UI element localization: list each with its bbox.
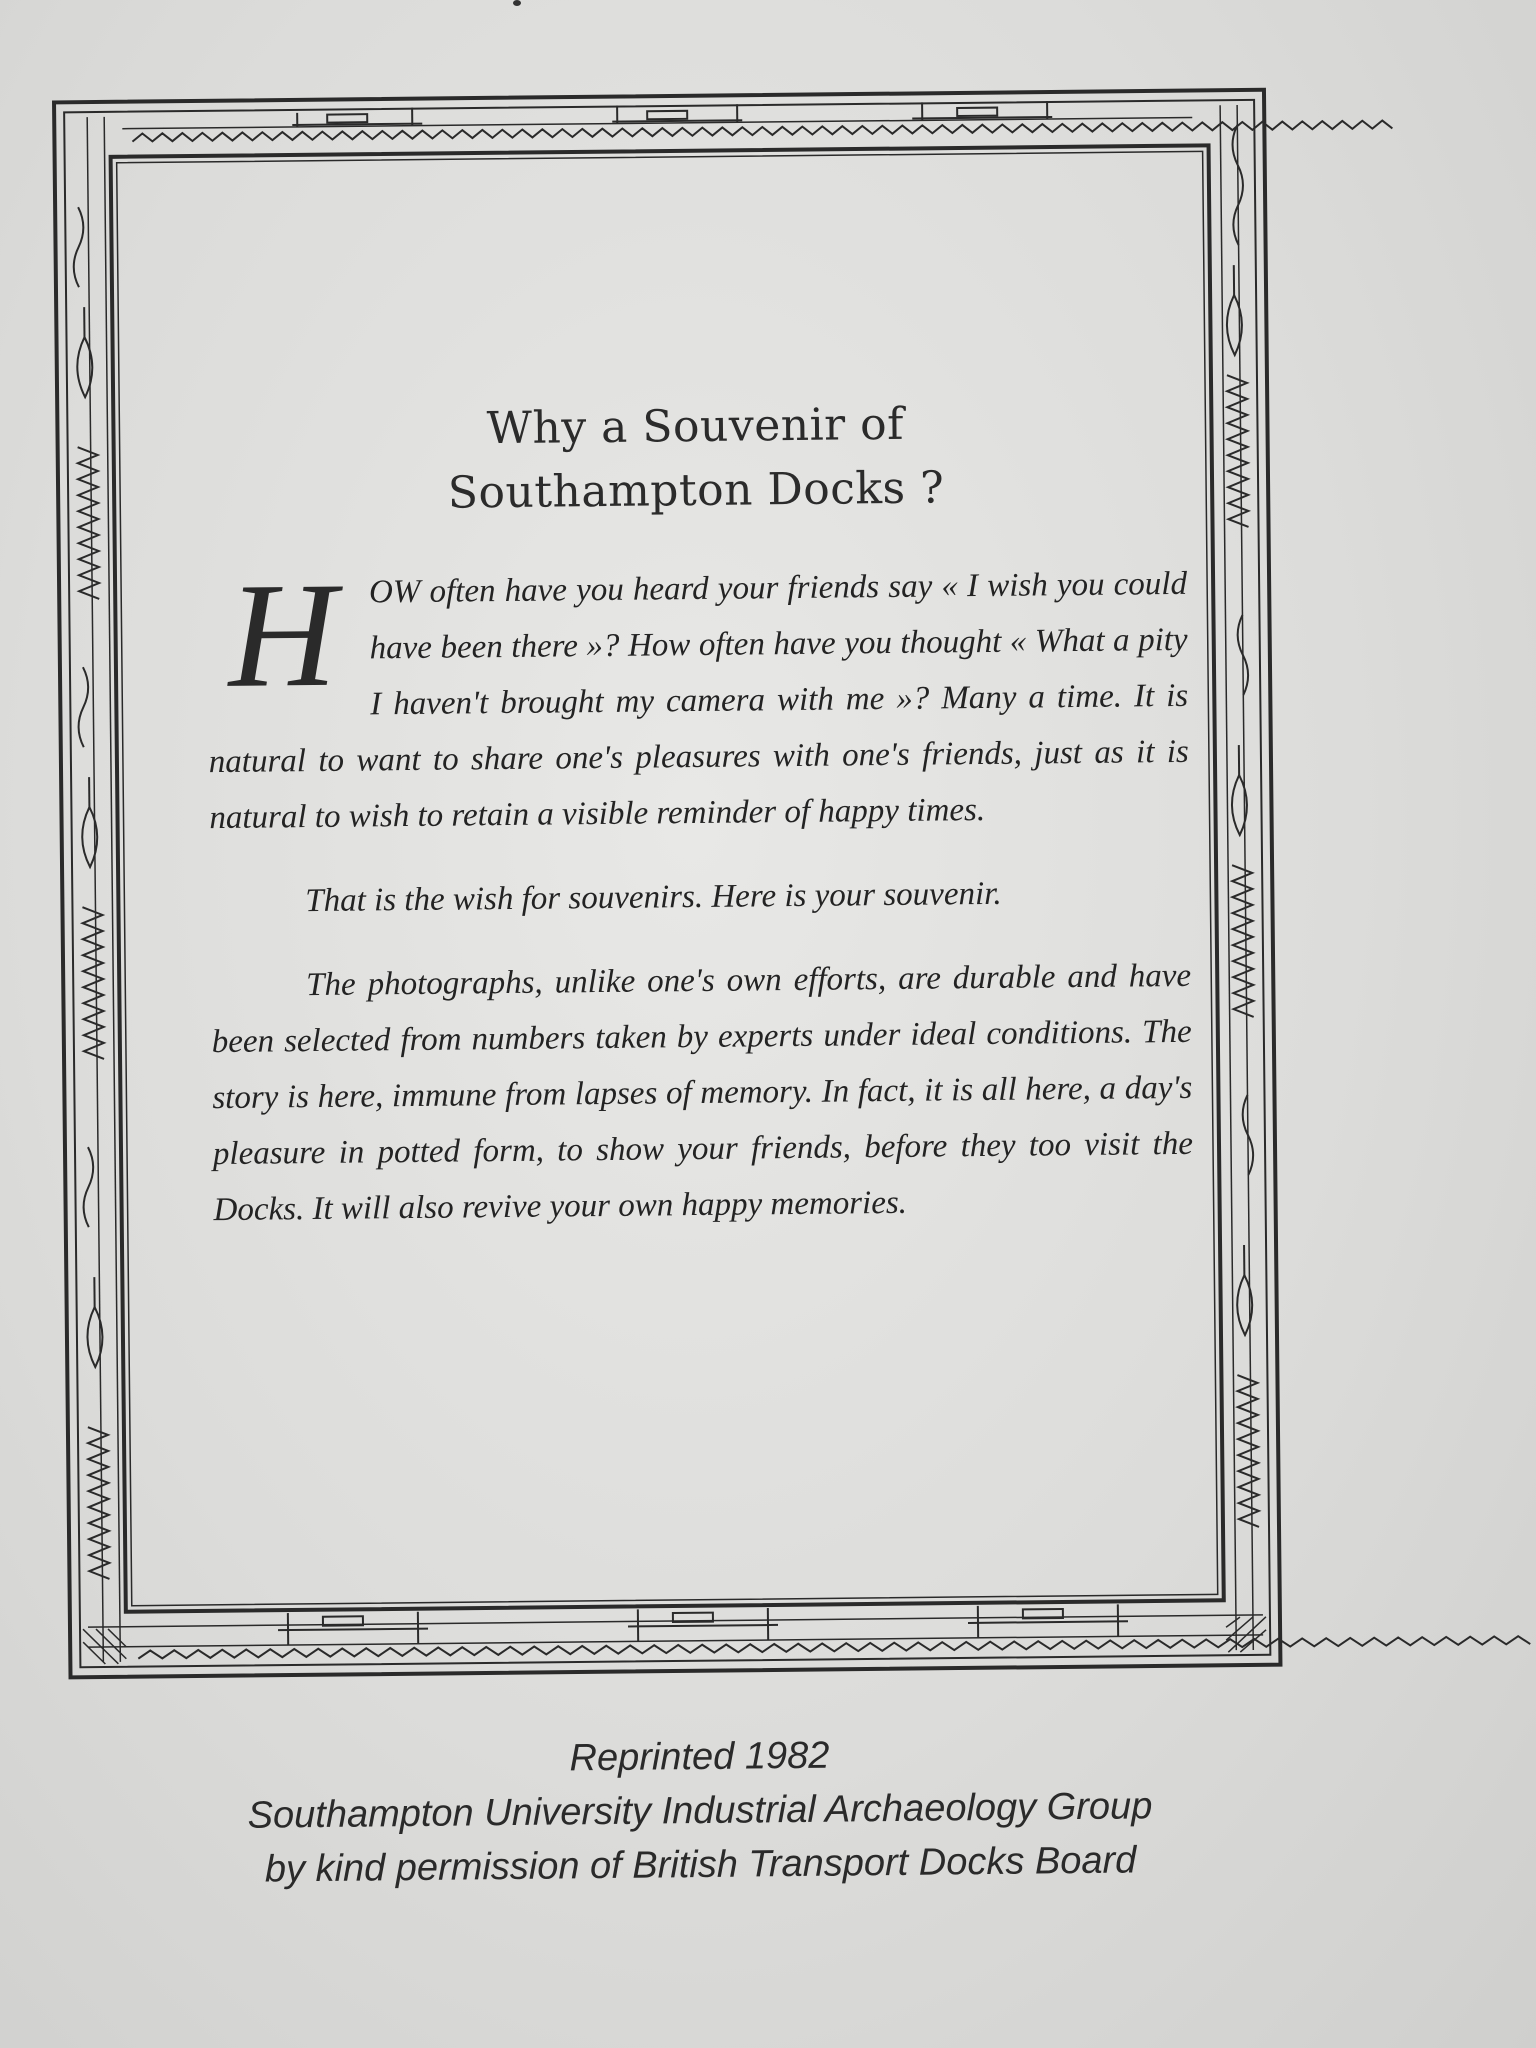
bottom-ship-1 bbox=[278, 1612, 428, 1646]
main-text-area bbox=[205, 390, 1194, 1238]
left-zigzag-1 bbox=[78, 447, 100, 599]
bottom-ship-2 bbox=[628, 1608, 778, 1642]
top-wave-pattern bbox=[132, 120, 1392, 141]
title-line-2: Southampton Docks ? bbox=[447, 462, 945, 519]
right-zigzag-1 bbox=[1227, 375, 1249, 527]
right-ship-1 bbox=[1225, 125, 1245, 355]
drop-cap: H bbox=[227, 551, 338, 719]
right-zigzag-3 bbox=[1237, 1375, 1259, 1527]
footer-credits bbox=[199, 1725, 1201, 1897]
left-zigzag-2 bbox=[82, 907, 104, 1059]
left-zigzag-3 bbox=[88, 1427, 110, 1579]
paragraph-3: The photographs, unlike one's own efforts, are durable and have been selected from numbers taken by experts under ideal conditions. The story is here, immune from lapses of memory. In fact, it is all here, a day's pleasure in potted form, to show your friends, before they too visit the Docks. It will also revive your own happy memories. bbox=[211, 957, 1194, 1229]
footer-reprint-line: Reprinted 1982 bbox=[569, 1734, 830, 1780]
paragraph-1-text: OW often have you heard your friends say « I wish you could have been there »? How often have you thought « What a pity I haven't brought my camera with me »? Many a time. It is natural to want to share one's pleasures with one's friends, just as it is natural to wish to retain a visible reminder of happy times. bbox=[208, 565, 1189, 837]
footer-permission-line: by kind permission of British Transport Docks Board bbox=[264, 1839, 1137, 1891]
right-ship-3 bbox=[1235, 1095, 1255, 1335]
paragraph-1 bbox=[207, 551, 1190, 846]
right-ship-2 bbox=[1230, 615, 1250, 835]
bottom-right-corner-hatch bbox=[1226, 1617, 1266, 1652]
paragraph-2: That is the wish for souvenirs. Here is your souvenir. bbox=[305, 875, 1002, 920]
title-line-1: Why a Souvenir of bbox=[486, 398, 905, 455]
page-title bbox=[205, 390, 1186, 528]
footer-group-line: Southampton University Industrial Archaeology Group bbox=[247, 1785, 1153, 1837]
bottom-ship-3 bbox=[968, 1604, 1128, 1638]
right-zigzag-2 bbox=[1232, 865, 1254, 1017]
